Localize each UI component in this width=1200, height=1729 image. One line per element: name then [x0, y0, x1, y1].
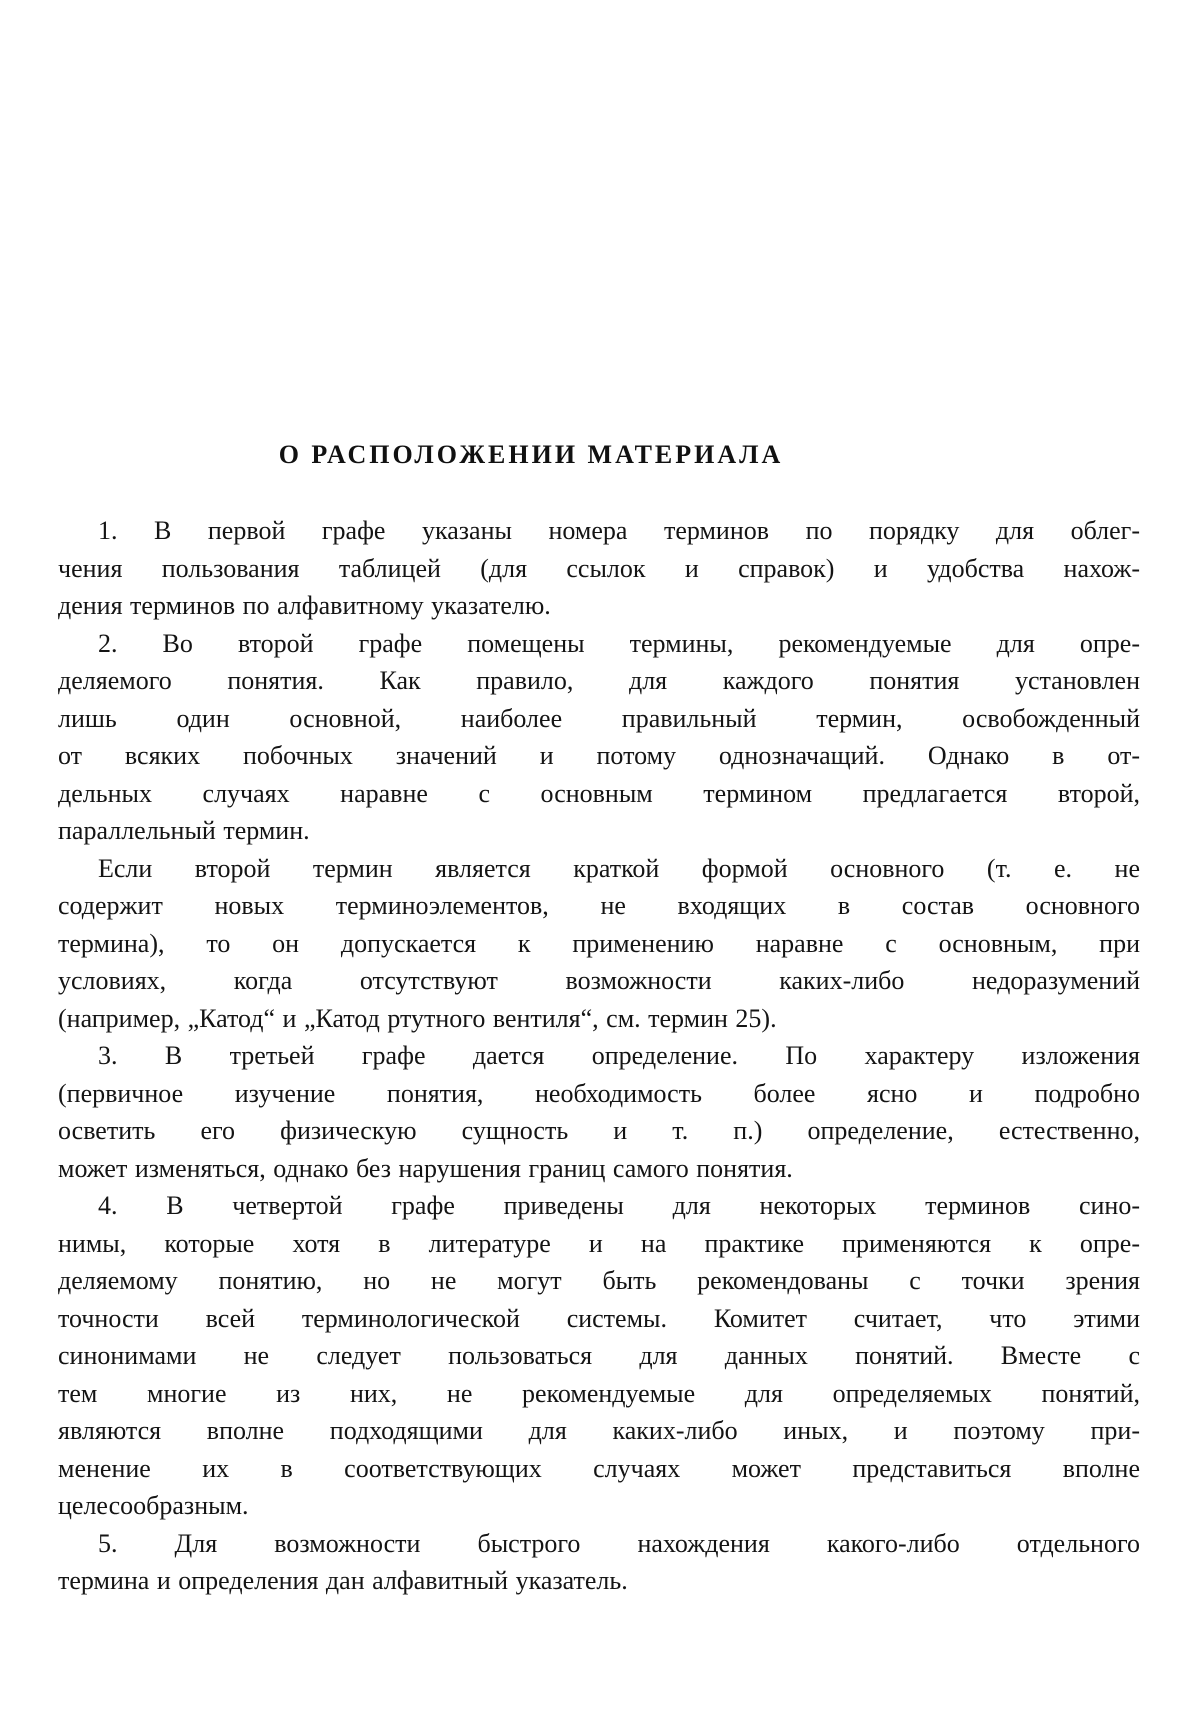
text-line: тем многие из них, не рекомендуемые для определяемых понятий, — [58, 1378, 1140, 1408]
document-body — [58, 512, 1140, 1600]
text-line: осветить его физическую сущность и т. п.) определение, естественно, — [58, 1116, 1140, 1145]
text-line: синонимами не следует пользоваться для данных понятий. Вместе с — [58, 1341, 1140, 1370]
paragraph — [58, 1187, 1140, 1525]
paragraph — [58, 512, 1140, 625]
text-line: может изменяться, однако без нарушения границ самого понятия. — [58, 1153, 793, 1183]
text-line: термина), то он допускается к применению наравне с основным, при — [58, 928, 1140, 958]
text-line: лишь один основной, наиболее правильный термин, освобожденный — [58, 703, 1140, 733]
text-line: 4. В четвертой графе приведены для некоторых терминов сино- — [98, 1191, 1140, 1220]
text-line: термина и определения дан алфавитный указатель. — [58, 1566, 628, 1595]
text-line: являются вполне подходящими для каких-либо иных, и поэтому при- — [58, 1416, 1140, 1445]
text-line: точности всей терминологической системы. Комитет считает, что этими — [58, 1303, 1140, 1333]
text-line: деляемого понятия. Как правило, для каждого понятия установлен — [58, 666, 1140, 695]
paragraph — [58, 850, 1140, 1038]
text-line: 1. В первой графе указаны номера терминов по порядку для облег- — [98, 516, 1140, 545]
text-line: (первичное изучение понятия, необходимость более ясно и подробно — [58, 1078, 1140, 1108]
text-line: содержит новых терминоэлементов, не входящих в состав основного — [58, 891, 1140, 920]
text-line: менение их в соответствующих случаях может представиться вполне — [58, 1453, 1140, 1483]
text-line: (например, „Катод“ и „Катод ртутного вентиля“, см. термин 25). — [58, 1003, 777, 1033]
text-line: 2. Во второй графе помещены термины, рекомендуемые для опре- — [98, 628, 1140, 658]
text-line: 5. Для возможности быстрого нахождения какого-либо отдельного — [98, 1528, 1140, 1558]
text-line: Если второй термин является краткой формой основного (т. е. не — [98, 853, 1140, 883]
text-line: дельных случаях наравне с основным термином предлагается второй, — [58, 778, 1140, 808]
page-title: О РАСПОЛОЖЕНИИ МАТЕРИАЛА — [278, 440, 784, 469]
text-line: условиях, когда отсутствуют возможности каких-либо недоразумений — [58, 966, 1140, 995]
text-line: деляемому понятию, но не могут быть рекомендованы с точки зрения — [58, 1266, 1140, 1295]
text-line: целесообразным. — [58, 1491, 249, 1520]
text-line: от всяких побочных значений и потому однозначащий. Однако в от- — [58, 741, 1140, 770]
text-line: 3. В третьей графе дается определение. По характеру изложения — [98, 1041, 1140, 1070]
text-line: параллельный термин. — [58, 816, 310, 845]
text-line: чения пользования таблицей (для ссылок и справок) и удобства нахож- — [58, 553, 1140, 583]
text-block — [58, 440, 1140, 1600]
text-line: дения терминов по алфавитному указателю. — [58, 591, 551, 620]
paragraph — [58, 1037, 1140, 1187]
paragraph — [58, 625, 1140, 850]
paragraph — [58, 1525, 1140, 1600]
text-line: нимы, которые хотя в литературе и на практике применяются к опре- — [58, 1228, 1140, 1258]
